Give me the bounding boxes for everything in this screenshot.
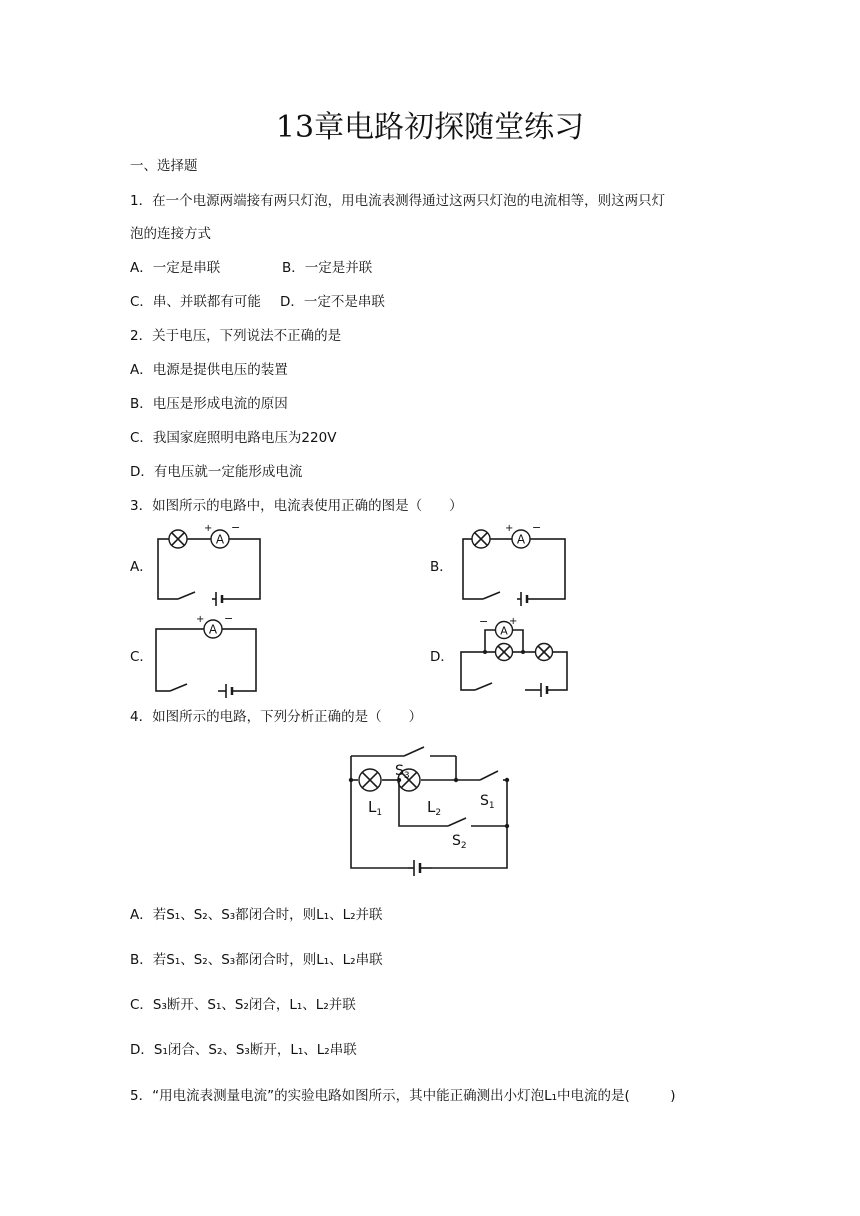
q3-label-a: A． <box>130 559 153 575</box>
minus-sign: − <box>231 521 241 534</box>
q2-option-d: D．有电压就一定能形成电流 <box>130 464 303 480</box>
q2-option-b: B．电压是形成电流的原因 <box>130 396 288 412</box>
plus-sign: + <box>505 523 514 534</box>
q1-option-a: A．一定是串联 <box>130 260 221 276</box>
q2-option-c: C．我国家庭照明电路电压为220V <box>130 430 337 446</box>
q4-circuit <box>340 742 520 877</box>
label-s2: $S_2$ <box>452 833 467 851</box>
q3-circuit-b <box>455 522 575 608</box>
q3-label-b: B． <box>430 559 453 575</box>
q1-option-c: C．串、并联都有可能 <box>130 294 261 310</box>
circuit-frame <box>158 539 260 599</box>
switch-s2 <box>448 818 466 826</box>
switch-s1 <box>480 771 498 780</box>
ammeter-letter: A <box>500 624 508 638</box>
q4-option-c: C．S₃断开、S₁、S₂闭合，L₁、L₂并联 <box>130 997 356 1013</box>
q1-stem-line2: 泡的连接方式 <box>130 226 211 242</box>
q3-circuit-c <box>150 612 270 701</box>
q3-circuit-a <box>150 522 270 608</box>
page-title: 13章电路初探随堂练习 <box>275 110 585 145</box>
ammeter-letter: A <box>208 622 218 637</box>
minus-sign: − <box>224 612 234 625</box>
label-l1: $L_1$ <box>368 798 383 818</box>
switch-s3 <box>404 747 424 756</box>
q2-option-a: A．电源是提供电压的装置 <box>130 362 288 378</box>
q3-label-d: D． <box>430 649 454 665</box>
q4-stem: 4．如图所示的电路，下列分析正确的是（ ） <box>130 709 423 725</box>
label-s3: $S_3$ <box>395 763 410 781</box>
q3-stem: 3．如图所示的电路中，电流表使用正确的图是（ ） <box>130 498 463 514</box>
minus-sign: − <box>479 615 489 628</box>
q4-option-b: B．若S₁、S₂、S₃都闭合时，则L₁、L₂串联 <box>130 952 383 968</box>
minus-sign: − <box>532 521 542 534</box>
plus-sign: + <box>196 614 205 625</box>
plus-sign: + <box>204 523 213 534</box>
q1-stem-line1: 1．在一个电源两端接有两只灯泡，用电流表测得通过这两只灯泡的电流相等，则这两只灯 <box>130 193 666 209</box>
label-l2: $L_2$ <box>427 798 442 818</box>
circuit-frame <box>156 629 256 691</box>
plus-sign: + <box>509 616 518 627</box>
q4-option-a: A．若S₁、S₂、S₃都闭合时，则L₁、L₂并联 <box>130 907 383 923</box>
q2-stem: 2．关于电压，下列说法不正确的是 <box>130 328 342 344</box>
q5-stem: 5．“用电流表测量电流”的实验电路如图所示，其中能正确测出小灯泡L₁中电流的是( ) <box>130 1088 676 1104</box>
section-heading: 一、选择题 <box>130 158 198 174</box>
q3-circuit-d <box>455 612 575 698</box>
label-s1: $S_1$ <box>480 793 495 811</box>
q3-label-c: C． <box>130 649 153 665</box>
q4-option-d: D．S₁闭合、S₂、S₃断开，L₁、L₂串联 <box>130 1042 357 1058</box>
ammeter-letter: A <box>516 532 526 547</box>
q1-option-b: B．一定是并联 <box>282 260 373 276</box>
q1-option-d: D．一定不是串联 <box>280 294 385 310</box>
ammeter-letter: A <box>215 532 225 547</box>
